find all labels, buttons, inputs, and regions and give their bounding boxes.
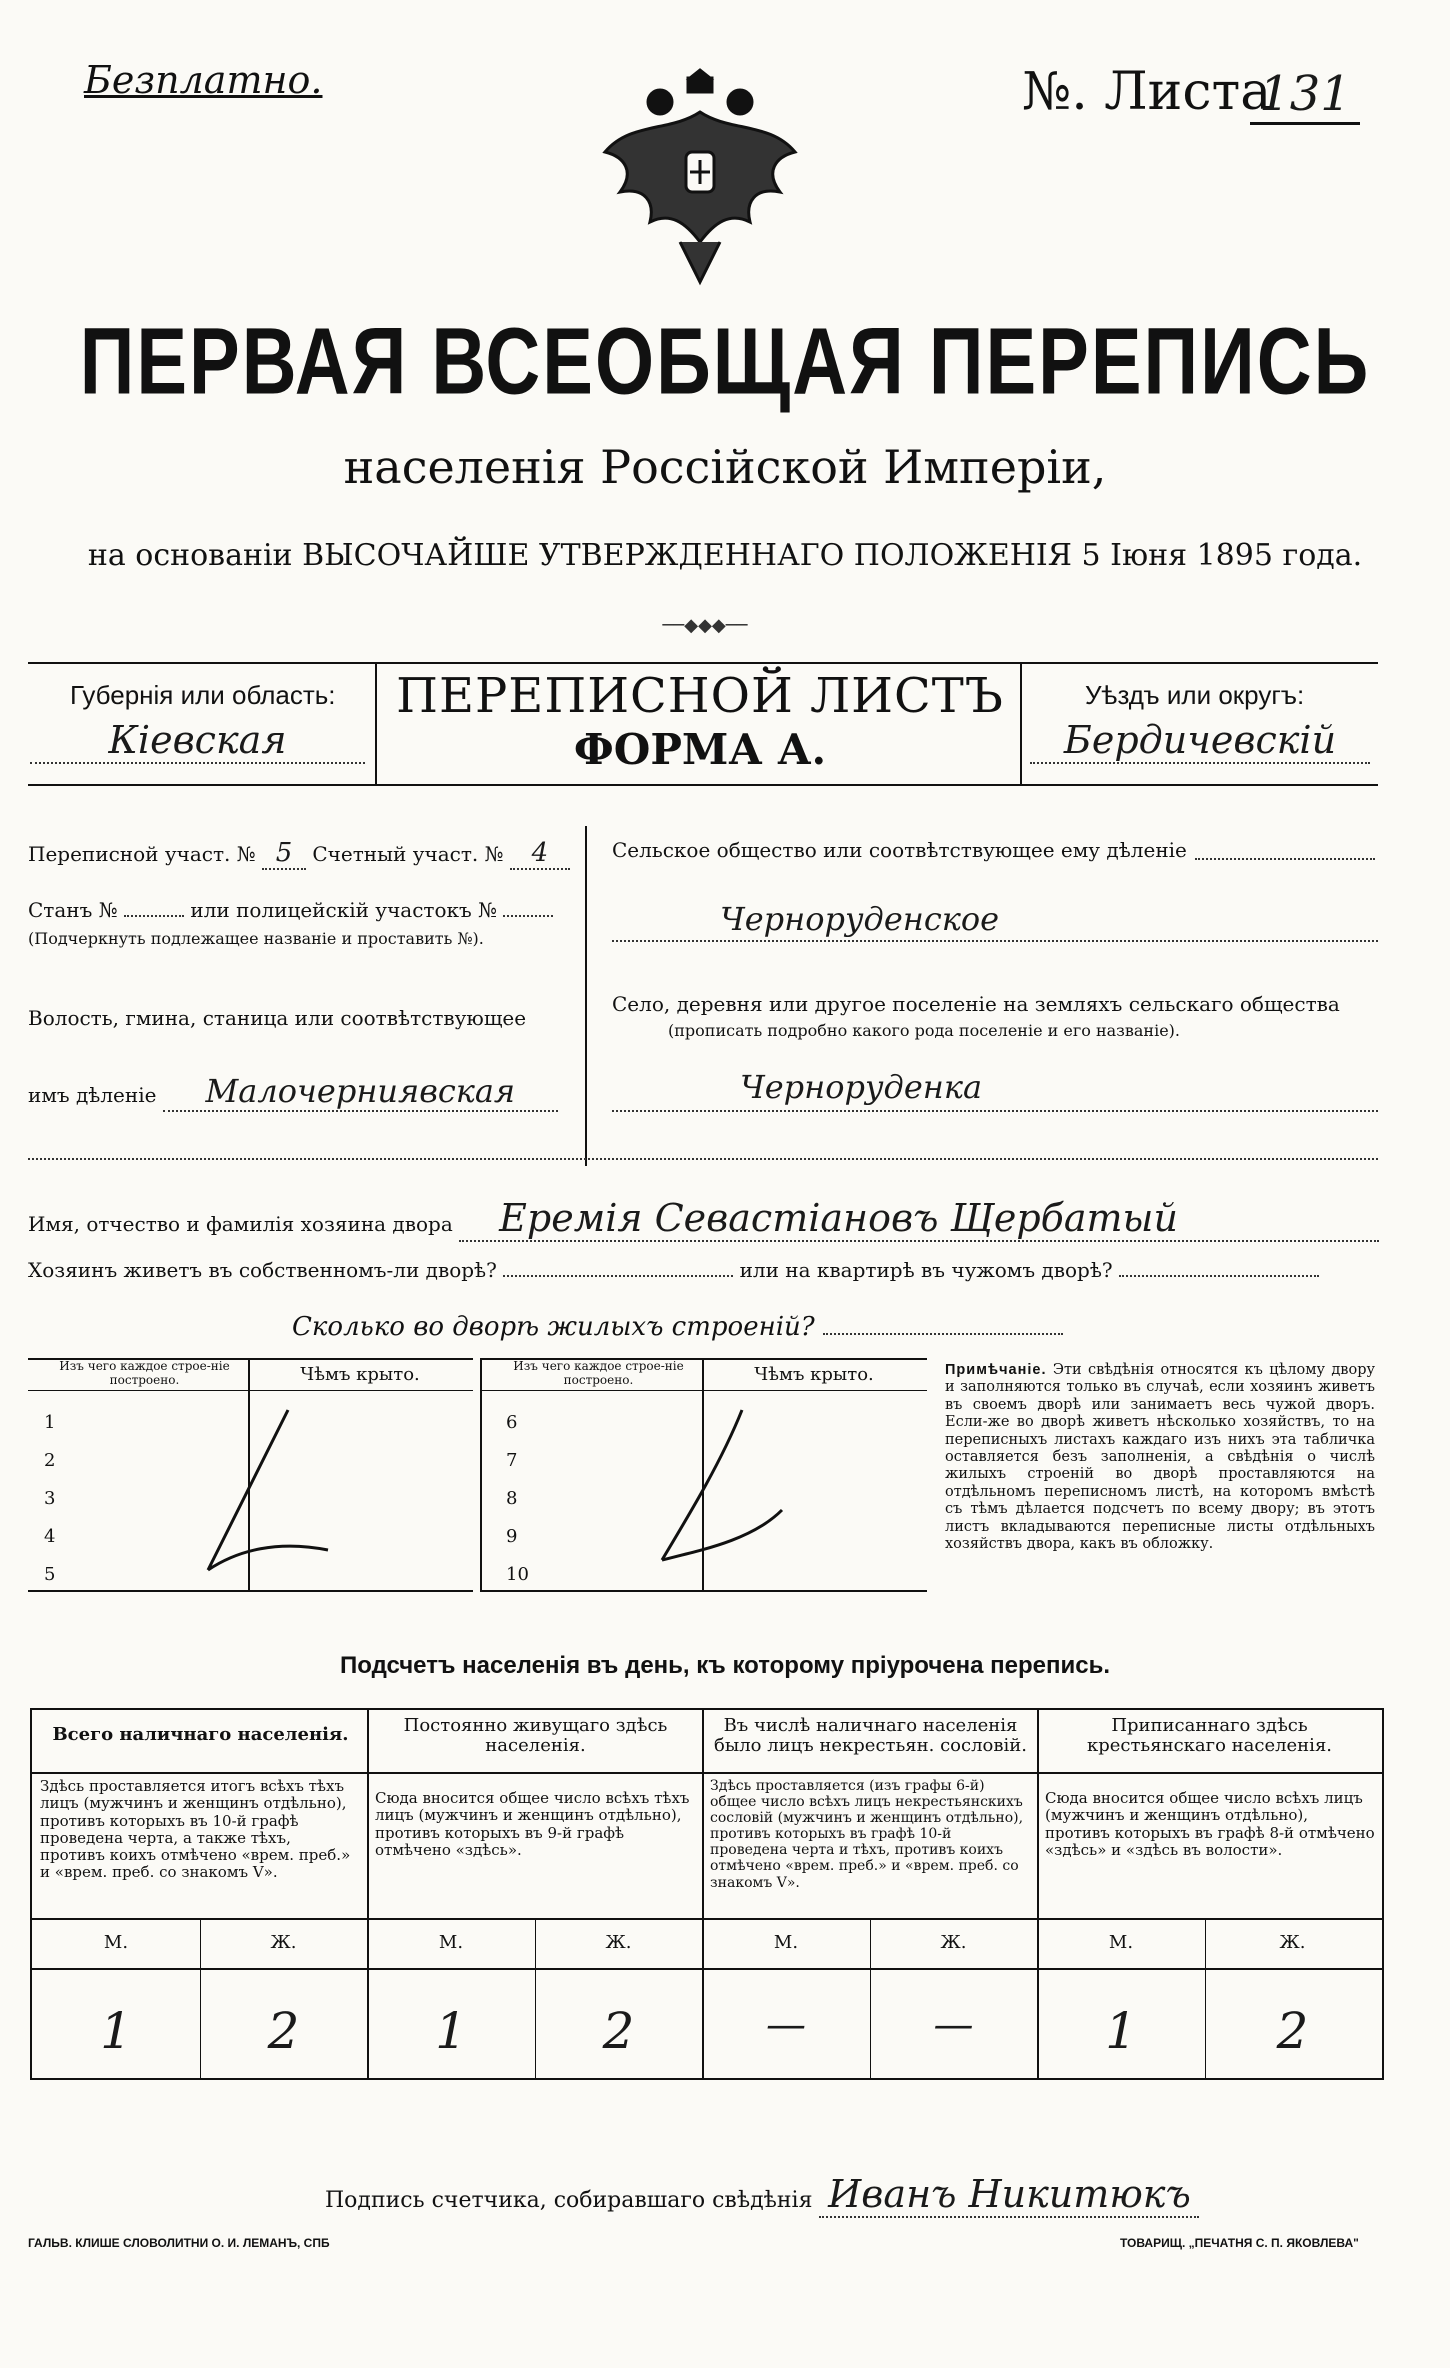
owner-name-value: Еремія Севастіановъ Щербатый (459, 1196, 1379, 1242)
buildings-dotline (823, 1333, 1063, 1335)
basis-line: на основаніи ВЫСОЧАЙШЕ УТВЕРЖДЕННАГО ПОЛОЖЕНІЯ 5 Іюня 1895 года. (87, 538, 1363, 573)
building-row: 7 (506, 1450, 518, 1471)
lives-label: Хозяинъ живетъ въ собственномъ-ли дворѣ? (28, 1258, 497, 1282)
signature-label: Подпись счетчика, собиравшаго свѣдѣнія (325, 2188, 813, 2213)
uezd-value: Бердичевскій (1030, 718, 1370, 764)
buildings-note (945, 1362, 1375, 1553)
buildings-left-header-rule (28, 1390, 473, 1391)
buildings-col2-header-right: Чѣмъ крыто. (754, 1364, 874, 1385)
obshchestvo-label: Сельское общество или соотвѣтствующее ему дѣленіе (612, 838, 1187, 862)
schet-label: Счетный участ. № (312, 842, 504, 866)
count-col2-m-value: 1 (435, 2002, 467, 2060)
buildings-left-rows (44, 1404, 55, 1594)
building-row: 8 (506, 1488, 518, 1509)
or-dotline (1119, 1275, 1319, 1277)
buildings-question: Сколько во дворѣ жилыхъ строеній? (292, 1312, 815, 1342)
stan-row (28, 898, 553, 922)
count-col4-zh-value: 2 (1276, 2002, 1309, 2060)
building-row: 6 (506, 1412, 518, 1433)
buildings-right-rows (506, 1404, 529, 1594)
count-col1-zh-value: 2 (267, 2002, 300, 2060)
gubernia-label: Губернія или область: (70, 680, 336, 710)
ornament-divider: ──◆◆◆── (662, 615, 748, 636)
volost-label: Волость, гмина, станица или соотвѣтствующее (28, 1006, 527, 1030)
count-col3-m-value: — (766, 2002, 806, 2048)
lives-dotline (503, 1275, 733, 1277)
owner-name-row (28, 1196, 1379, 1242)
count-col4-m-value: 1 (1105, 2002, 1137, 2060)
buildings-table-right (480, 1358, 927, 1592)
count-col3-zh-value: — (933, 2002, 974, 2048)
strike-mark-right (612, 1400, 792, 1580)
buildings-right-header-rule (482, 1390, 927, 1391)
building-row: 1 (44, 1412, 56, 1433)
free-label: Безплатно. (84, 58, 323, 102)
sheet-number-label: №. Листа (1022, 62, 1272, 122)
or-label: или на квартирѣ въ чужомъ дворѣ? (739, 1258, 1113, 1282)
count-col3-m-label: М. (773, 1932, 799, 1953)
buildings-col1-header-right: Изъ чего каждое строе-ніе построено. (513, 1359, 684, 1387)
count-mzh-rule (32, 1968, 1382, 1970)
count-col3-desc: Здѣсь проставляется (изъ графы 6-й) общее число всѣхъ лицъ некрестьянскихъ сословій (мужчинъ и женщинъ отдѣльно), противъ которыхъ въ графѣ 10-й проведена черта и тѣхъ, противъ коихъ отмѣчено «врем. преб.» и «врем. преб. со знакомъ V». (710, 1778, 1024, 1891)
count-header-rule (32, 1772, 1382, 1774)
signature-row (325, 2172, 1199, 2218)
printer-right: ТОВАРИЩ. „ПЕЧАТНЯ С. П. ЯКОВЛЕВА" (1120, 2236, 1359, 2250)
building-row: 3 (44, 1488, 56, 1509)
building-row: 4 (44, 1526, 56, 1547)
count-col4-zh-label: Ж. (1279, 1932, 1306, 1953)
count-col4-desc: Сюда вносится общее число всѣхъ лицъ (мужчинъ и женщинъ отдѣльно), противъ которыхъ въ графѣ 8-й отмѣчено «здѣсь» и «здѣсь въ волости». (1045, 1789, 1375, 1859)
buildings-col2-header: Чѣмъ крыто. (300, 1364, 420, 1385)
obshchestvo-value-line (612, 940, 1378, 942)
count-desc-rule (32, 1918, 1382, 1920)
full-width-dotline (28, 1158, 1378, 1160)
count-col3-header: Въ числѣ наличнаго населенія было лицъ некрестьян. сословій. (714, 1715, 1027, 1756)
imperial-eagle-emblem (590, 52, 810, 292)
strike-mark-left (178, 1400, 338, 1580)
count-col2-zh-value: 2 (602, 2002, 635, 2060)
building-row: 10 (506, 1564, 529, 1585)
main-title: ПЕРВАЯ ВСЕОБЩАЯ ПЕРЕПИСЬ (79, 308, 1371, 415)
count-col2-m-label: М. (438, 1932, 464, 1953)
subtitle: населенія Россійской Имперіи, (343, 440, 1107, 494)
buildings-note-title: Примѣчаніе. (945, 1362, 1047, 1378)
count-col1-zh-label: Ж. (270, 1932, 297, 1953)
printer-left: ГАЛЬВ. КЛИШЕ СЛОВОЛИТНИ О. И. ЛЕМАНЪ, СПБ (28, 2236, 330, 2250)
uchastok-value: 5 (262, 838, 306, 870)
selo-value: Черноруденка (740, 1068, 983, 1106)
count-col1-m-value: 1 (100, 2002, 132, 2060)
police-label: или полицейскій участокъ № (190, 898, 498, 922)
uezd-label: Уѣздъ или округъ: (1085, 680, 1305, 710)
schet-value: 4 (510, 838, 570, 870)
form-title: ПЕРЕПИСНОЙ ЛИСТЪ (396, 668, 1004, 724)
delenie-value: Малочерниявская (163, 1072, 558, 1112)
count-table (30, 1708, 1384, 2080)
buildings-table-left (28, 1358, 473, 1592)
form-name: ФОРМА А. (573, 725, 827, 774)
count-col4-header: Приписаннаго здѣсь крестьянскаго населенія. (1086, 1715, 1333, 1756)
sheet-number-value: 131 (1250, 66, 1360, 125)
lives-row (28, 1258, 1319, 1282)
underline-note: (Подчеркнуть подлежащее названіе и проставить №). (28, 929, 484, 948)
form-header-bottom-rule (28, 784, 1378, 786)
count-col1-desc: Здѣсь проставляется итогъ всѣхъ тѣхъ лицъ (мужчинъ и женщинъ отдѣльно), противъ которыхъ въ 10-й графѣ проведена черта, а также тѣхъ, противъ коихъ отмѣчено «врем. преб.» и «врем. преб. со знакомъ V». (40, 1777, 351, 1882)
selo-value-line (612, 1110, 1378, 1112)
count-col1-header: Всего наличнаго населенія. (52, 1724, 349, 1745)
signature-value: Иванъ Никитюкъ (819, 2172, 1199, 2218)
vertical-column-divider (585, 826, 587, 1166)
gubernia-value: Кіевская (30, 718, 365, 764)
delenie-row (28, 1072, 558, 1112)
selo-note: (прописать подробно какого рода поселеніе и его названіе). (668, 1021, 1180, 1040)
owner-name-label: Имя, отчество и фамилія хозяина двора (28, 1212, 453, 1236)
count-col4-m-label: М. (1108, 1932, 1134, 1953)
police-value (503, 915, 553, 917)
form-header-right-divider (1020, 662, 1022, 784)
stan-value (124, 915, 184, 917)
count-col2-header: Постоянно живущаго здѣсь населенія. (403, 1715, 668, 1756)
form-header-top-rule (28, 662, 1378, 664)
uchastok-label: Переписной участ. № (28, 842, 256, 866)
selo-label: Село, деревня или другое поселеніе на земляхъ сельскаго общества (612, 992, 1340, 1016)
building-row: 5 (44, 1564, 56, 1585)
uchastok-row (28, 838, 570, 870)
count-col2-zh-label: Ж. (605, 1932, 632, 1953)
building-row: 2 (44, 1450, 56, 1471)
stan-label: Станъ № (28, 898, 118, 922)
buildings-question-row (292, 1312, 1063, 1342)
count-col1-m-label: М. (103, 1932, 129, 1953)
buildings-note-body: Эти свѣдѣнія относятся къ цѣлому двору и заполняются только въ случаѣ, если хозяинъ живетъ въ своемъ дворѣ или занимаетъ весь чужой дворъ. Если-же во дворѣ живетъ нѣсколько хозяйствъ, то на переписныхъ листахъ каждаго изъ нихъ эта табличка оставляется безъ заполненія, а свѣдѣнія о числѣ жилыхъ строеній во дворѣ проставляются на отдѣльномъ переписномъ листѣ, на которомъ вмѣстѣ съ тѣмъ дѣлается подсчетъ по всему двору; въ этотъ листъ вкладываются переписные листы отдѣльныхъ хозяйствъ двора, какъ въ обложку. (945, 1362, 1376, 1552)
obshchestvo-value: Черноруденское (720, 900, 1000, 938)
form-header-left-divider (375, 662, 377, 784)
obshchestvo-dotline (1195, 858, 1375, 860)
count-col3-zh-label: Ж. (940, 1932, 967, 1953)
delenie-label: имъ дѣленіе (28, 1083, 157, 1107)
buildings-col1-header: Изъ чего каждое строе-ніе построено. (59, 1359, 230, 1387)
count-col2-desc: Сюда вносится общее число всѣхъ тѣхъ лицъ (мужчинъ и женщинъ отдѣльно), противъ которыхъ въ 9-й графѣ отмѣчено «здѣсь». (375, 1789, 690, 1859)
building-row: 9 (506, 1526, 518, 1547)
count-title: Подсчетъ населенія въ день, къ которому пріурочена перепись. (340, 1652, 1110, 1679)
